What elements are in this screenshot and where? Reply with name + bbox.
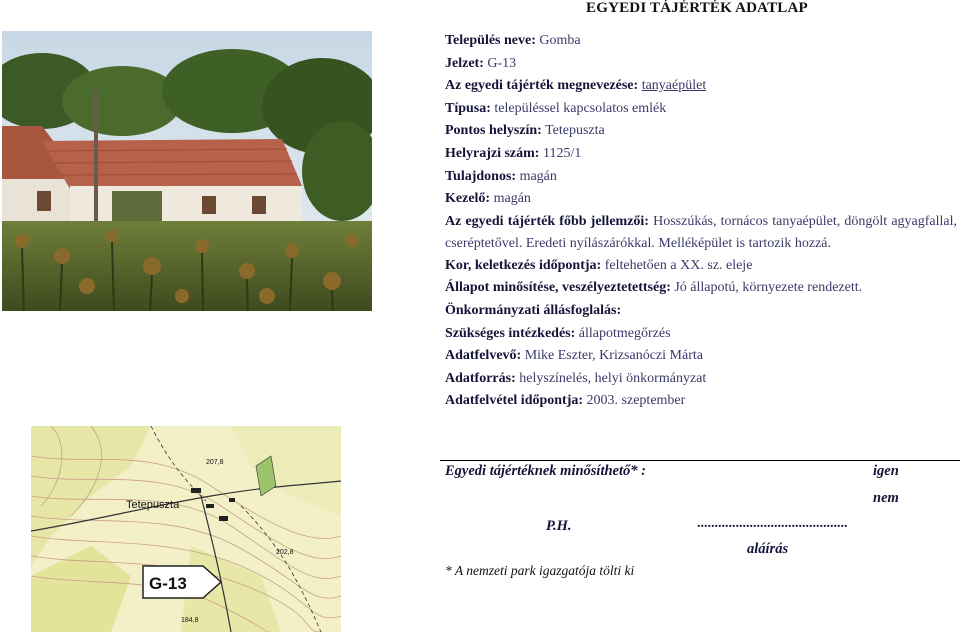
field-jelzet bbox=[445, 53, 957, 76]
option-yes: igen bbox=[873, 463, 899, 479]
field-tipus bbox=[445, 98, 957, 121]
field-helyrajzi bbox=[445, 143, 957, 166]
field-onkormanyzati bbox=[445, 300, 957, 323]
field-value: feltehetően a XX. sz. eleje bbox=[604, 257, 753, 273]
location-map bbox=[31, 426, 341, 632]
field-jellemzoi bbox=[445, 211, 957, 255]
field-value: Gomba bbox=[539, 33, 581, 48]
map-elevation-label: 184,8 bbox=[181, 617, 199, 624]
field-value: Hosszúkás, tornácos tanyaépület, döngölt agyagfallal, cseréptetővel. Eredeti nyílászárókkal. Melléképület is tartozik hozzá. bbox=[445, 213, 958, 251]
map-elevation-label: 207,8 bbox=[206, 459, 224, 466]
field-value: 1125/1 bbox=[542, 145, 582, 161]
signature-line: ........................................... bbox=[697, 516, 848, 531]
option-no: nem bbox=[873, 490, 899, 506]
field-telepules bbox=[445, 30, 957, 53]
field-value: állapotmegőrzés bbox=[578, 325, 671, 341]
field-value: településsel kapcsolatos emlék bbox=[494, 100, 667, 116]
field-intezkedes bbox=[445, 323, 957, 346]
qualification-question: Egyedi tájértéknek minősíthető* : bbox=[445, 463, 646, 479]
field-value: G-13 bbox=[487, 55, 517, 71]
field-tulajdonos bbox=[445, 166, 957, 189]
field-kezelo bbox=[445, 188, 957, 211]
field-kor bbox=[445, 255, 957, 278]
field-value: magán bbox=[493, 191, 531, 207]
field-label: Adatforrás: bbox=[445, 370, 516, 386]
field-label: Tulajdonos: bbox=[445, 168, 517, 184]
field-label: Adatfelvevő: bbox=[445, 348, 522, 364]
field-value: Tetepuszta bbox=[545, 123, 605, 139]
divider bbox=[440, 460, 960, 461]
field-label: Helyrajzi szám: bbox=[445, 145, 540, 161]
field-label: Önkormányzati állásfoglalás: bbox=[445, 302, 622, 318]
field-value: helyszínelés, helyi önkormányzat bbox=[519, 370, 707, 386]
field-value: Jó állapotú, környezete rendezett. bbox=[674, 280, 863, 296]
stamp-placeholder: P.H. bbox=[546, 518, 572, 534]
field-adatfelvevo bbox=[445, 345, 957, 368]
field-label: Típusa: bbox=[445, 100, 491, 116]
field-helyszin bbox=[445, 120, 957, 143]
map-place-label: Tetepuszta bbox=[126, 499, 180, 511]
field-value: 2003. szeptember bbox=[586, 393, 686, 409]
field-value: magán bbox=[519, 168, 557, 184]
field-label: Kezelő: bbox=[445, 191, 491, 207]
field-label: Szükséges intézkedés: bbox=[445, 325, 576, 341]
signature-label: aláírás bbox=[747, 541, 789, 557]
field-label: Az egyedi tájérték megnevezése: bbox=[445, 78, 639, 94]
farmhouse-photo bbox=[2, 31, 372, 311]
field-label: Adatfelvétel időpontja: bbox=[445, 393, 584, 409]
field-label: Kor, keletkezés időpontja: bbox=[445, 257, 602, 273]
map-elevation-label: 202,8 bbox=[276, 549, 294, 556]
datasheet-fields bbox=[445, 30, 957, 413]
field-label: Pontos helyszín: bbox=[445, 123, 542, 139]
footnote: * A nemzeti park igazgatója tölti ki bbox=[445, 563, 635, 578]
field-label: Az egyedi tájérték főbb jellemzői: bbox=[445, 213, 649, 229]
field-allapot bbox=[445, 277, 957, 300]
field-adatforras bbox=[445, 368, 957, 391]
page-title: EGYEDI TÁJÉRTÉK ADATLAP bbox=[586, 0, 808, 16]
field-label: Település neve: bbox=[445, 33, 536, 48]
field-megnevezes bbox=[445, 75, 957, 98]
field-idopont bbox=[445, 390, 957, 413]
field-label: Állapot minősítése, veszélyeztetettség: bbox=[445, 280, 671, 296]
map-site-label: G-13 bbox=[149, 574, 187, 593]
field-label: Jelzet: bbox=[445, 55, 484, 71]
field-value: tanyaépület bbox=[641, 78, 707, 94]
field-value: Mike Eszter, Krizsanóczi Márta bbox=[524, 348, 703, 364]
